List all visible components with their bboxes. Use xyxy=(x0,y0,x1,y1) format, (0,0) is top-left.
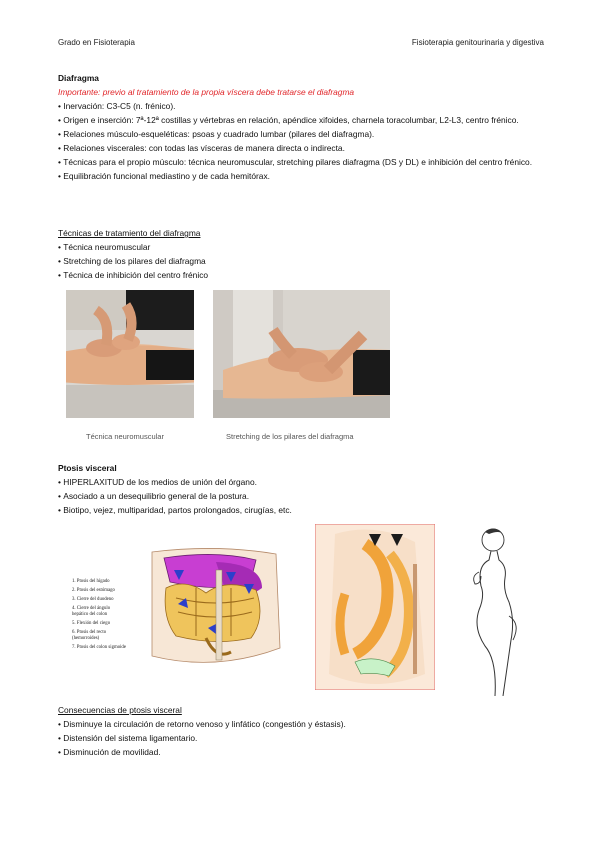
diafragma-bullet: • Relaciones viscerales: con todas las vísceras de manera directa o indirecta. xyxy=(58,141,544,155)
ptosis-title: Ptosis visceral xyxy=(58,463,117,473)
diafragma-bullet: • Relaciones músculo-esqueléticas: psoas y cuadrado lumbar (pilares del diafragma). xyxy=(58,127,544,141)
legend-line: 7. Ptosis del colon sigmoide xyxy=(72,645,126,650)
legend-line: 3. Cierre del duodeno xyxy=(72,597,114,602)
tecnicas-bullet: • Stretching de los pilares del diafragma xyxy=(58,254,544,268)
photo-tecnica-neuromuscular xyxy=(66,290,194,418)
legend-line: 4. Cierre del ángulo xyxy=(72,606,111,611)
legend-line: (hemorroides) xyxy=(72,636,100,641)
ptosis-bullet: • Asociado a un desequilibrio general de la postura. xyxy=(58,489,544,503)
ptosis-bullet: • HIPERLAXITUD de los medios de unión del órgano. xyxy=(58,475,544,489)
header-right: Fisioterapia genitourinaria y digestiva xyxy=(411,38,544,47)
legend-line: 2. Ptosis del estómago xyxy=(72,588,115,593)
caption-stretching: Stretching de los pilares del diafragma xyxy=(226,432,354,441)
legend-line: 5. Flexión del ciego xyxy=(72,621,111,626)
diafragma-bullet: • Equilibración funcional mediastino y de cada hemitórax. xyxy=(58,169,544,183)
diafragma-title: Diafragma xyxy=(58,73,99,83)
section-tecnicas xyxy=(58,226,544,282)
legend-line: hepático del colon xyxy=(72,612,108,617)
legend-line: 6. Ptosis del recto xyxy=(72,630,107,635)
legend-line: 1. Ptosis del hígado xyxy=(72,579,110,584)
diafragma-bullet: • Técnicas para el propio músculo: técnica neuromuscular, stretching pilares diafragma (DS y DL) e inhibición del centro frénico. xyxy=(58,155,544,169)
pelvis-sagittal-diagram xyxy=(315,524,435,690)
tecnicas-bullet: • Técnica de inhibición del centro frénico xyxy=(58,268,544,282)
tecnicas-bullet: • Técnica neuromuscular xyxy=(58,240,544,254)
ptosis-figure xyxy=(66,548,288,672)
consecuencias-title: Consecuencias de ptosis visceral xyxy=(58,705,182,715)
consecuencias-bullet: • Disminuye la circulación de retorno venoso y linfático (congestión y éstasis). xyxy=(58,717,544,731)
section-diafragma xyxy=(58,71,544,183)
consecuencias-bullet: • Distensión del sistema ligamentario. xyxy=(58,731,544,745)
diafragma-bullet: • Inervación: C3-C5 (n. frénico). xyxy=(58,99,544,113)
consecuencias-bullet: • Disminución de movilidad. xyxy=(58,745,544,759)
diafragma-note: Importante: previo al tratamiento de la propia víscera debe tratarse el diafragma xyxy=(58,87,355,97)
section-consecuencias xyxy=(58,703,544,759)
header-left: Grado en Fisioterapia xyxy=(58,38,135,47)
section-ptosis xyxy=(58,461,544,517)
diafragma-bullet: • Origen e inserción: 7ª-12ª costillas y vértebras en relación, apéndice xifoides, charnela toracolumbar, L2-L3, centro frénico. xyxy=(58,113,544,127)
photo-stretching-pilares xyxy=(213,290,390,418)
female-profile-figure xyxy=(455,524,535,696)
ptosis-bullet: • Biotipo, vejez, multiparidad, partos prolongados, cirugías, etc. xyxy=(58,503,544,517)
caption-neuromuscular: Técnica neuromuscular xyxy=(86,432,164,441)
tecnicas-title: Técnicas de tratamiento del diafragma xyxy=(58,228,201,238)
